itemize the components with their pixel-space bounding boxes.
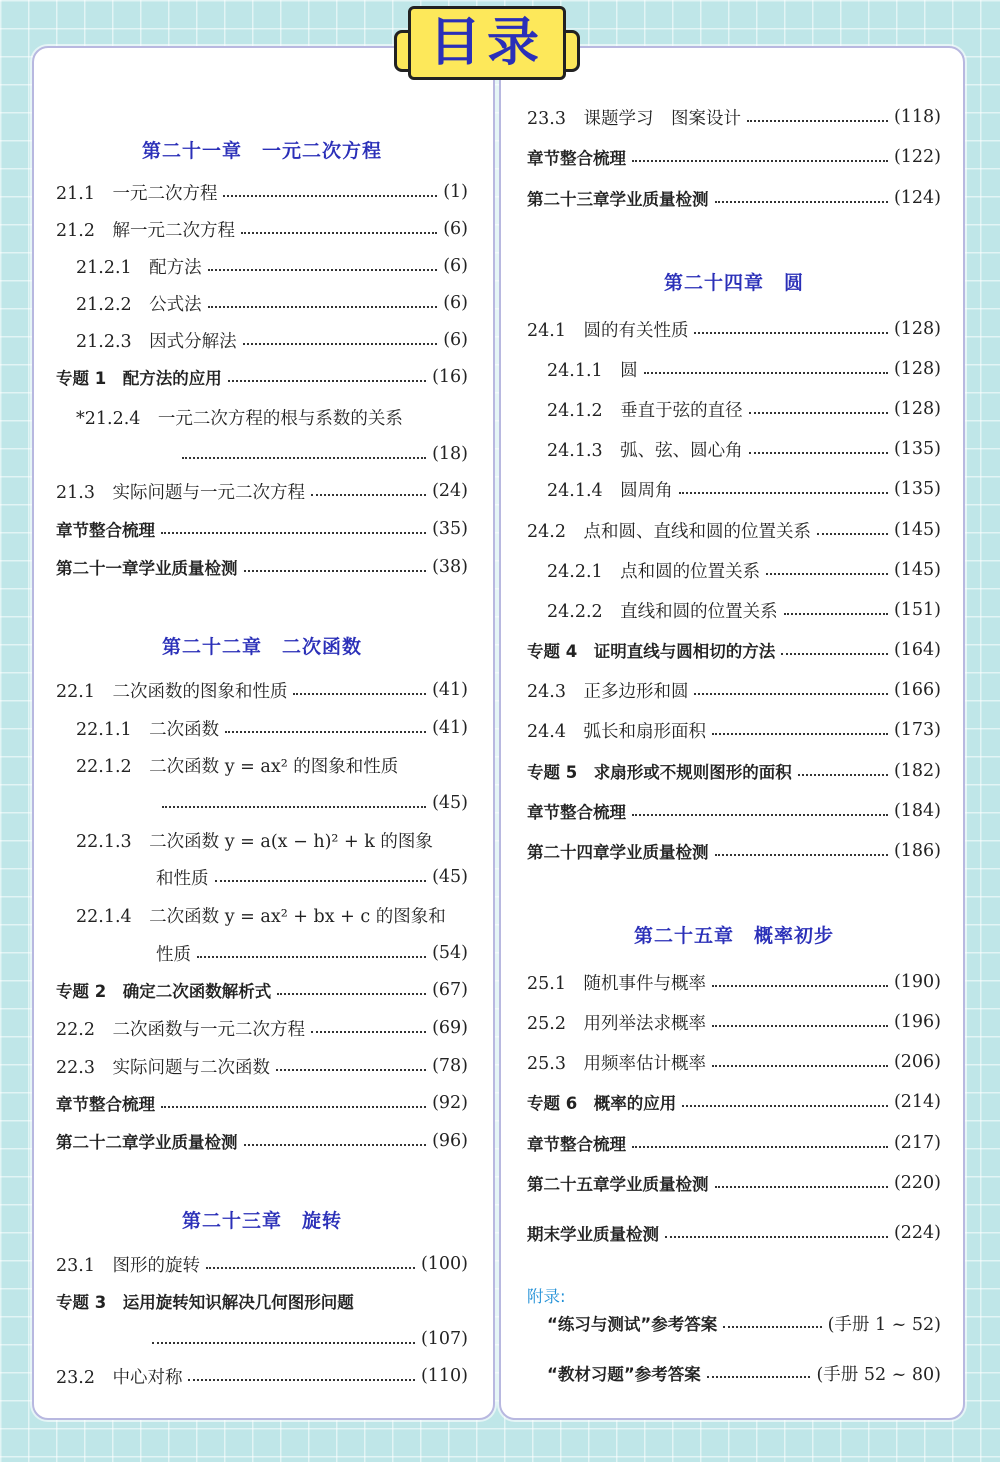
toc-entry[interactable] — [56, 326, 468, 354]
toc-entry[interactable] — [527, 676, 941, 704]
toc-entry-label: 24.3 正多边形和圆 — [527, 681, 689, 702]
toc-entry-page: (45) — [432, 793, 468, 813]
toc-entry-label: 22.1.2 二次函数 y = ax² 的图象和性质 — [76, 756, 399, 777]
dot-leader — [712, 1025, 888, 1027]
toc-entry-page: (145) — [893, 560, 941, 580]
toc-entry[interactable] — [56, 215, 468, 243]
toc-entry[interactable] — [527, 716, 941, 744]
toc-entry-label: 22.1.4 二次函数 y = ax² + bx + c 的图象和 — [76, 906, 446, 927]
toc-entry-page: (54) — [432, 943, 468, 963]
toc-entry-page: (6) — [443, 256, 468, 276]
toc-entry-label: 23.3 课题学习 图案设计 — [527, 108, 741, 129]
dot-leader — [152, 1342, 415, 1344]
toc-entry[interactable] — [56, 939, 468, 967]
dot-leader — [188, 1379, 414, 1381]
dot-leader — [707, 1376, 811, 1378]
toc-entry-label: 章节整合梳理 — [527, 803, 626, 822]
dot-leader — [311, 1031, 426, 1033]
toc-entry[interactable] — [527, 1169, 941, 1197]
dot-leader — [243, 343, 438, 345]
toc-entry-label: 23.2 中心对称 — [56, 1367, 183, 1388]
toc-entry-page: (182) — [893, 761, 941, 781]
toc-entry-label: 22.2 二次函数与一元二次方程 — [56, 1019, 305, 1040]
toc-entry[interactable] — [527, 636, 941, 664]
toc-entry-page: (145) — [893, 520, 941, 540]
dot-leader — [665, 1236, 888, 1238]
toc-entry-page: (214) — [893, 1092, 941, 1112]
toc-entry-page: (24) — [432, 481, 468, 501]
toc-entry[interactable] — [527, 355, 941, 383]
toc-entry[interactable] — [527, 435, 941, 463]
dot-leader — [749, 452, 888, 454]
toc-entry[interactable] — [527, 797, 941, 825]
toc-entry-page: (41) — [432, 718, 468, 738]
toc-entry[interactable] — [56, 178, 468, 206]
dot-leader — [712, 1065, 888, 1067]
toc-entry-label: 和性质 — [156, 868, 209, 889]
toc-entry-label: 25.3 用频率估计概率 — [527, 1053, 706, 1074]
dot-leader — [161, 1106, 426, 1108]
dot-leader — [241, 232, 437, 234]
toc-entry-page: (122) — [893, 147, 941, 167]
toc-entry-label: 章节整合梳理 — [527, 1135, 626, 1154]
toc-entry-page: (128) — [893, 399, 941, 419]
toc-entry[interactable] — [56, 1014, 468, 1042]
toc-entry-label: 专题 4 证明直线与圆相切的方法 — [527, 642, 776, 661]
toc-entry[interactable] — [56, 252, 468, 280]
toc-entry-label: 第二十四章学业质量检测 — [527, 843, 709, 862]
dot-leader — [277, 993, 426, 995]
toc-entry-page: (164) — [893, 640, 941, 660]
toc-entry-page: (217) — [893, 1133, 941, 1153]
toc-entry-page: (96) — [432, 1131, 468, 1151]
toc-entry[interactable] — [527, 395, 941, 423]
dot-leader — [723, 1326, 821, 1328]
toc-entry-label: 专题 6 概率的应用 — [527, 1094, 677, 1113]
toc-entry-page: (41) — [432, 680, 468, 700]
toc-entry-label: 24.2.2 直线和圆的位置关系 — [547, 601, 778, 622]
toc-entry[interactable] — [56, 1127, 468, 1155]
dot-leader — [182, 457, 426, 459]
dot-leader — [694, 693, 887, 695]
toc-entry[interactable] — [56, 1052, 468, 1080]
toc-entry-page: (196) — [893, 1012, 941, 1032]
toc-entry-page: (220) — [893, 1173, 941, 1193]
chapter-heading: 第二十三章 旋转 — [181, 1210, 342, 1232]
dot-leader — [632, 1146, 888, 1148]
dot-leader — [694, 332, 887, 334]
toc-entry[interactable] — [527, 1008, 941, 1036]
toc-entry-page: (16) — [432, 367, 468, 387]
toc-entry-label: 24.1.4 圆周角 — [547, 480, 673, 501]
chapter-heading: 第二十五章 概率初步 — [633, 925, 834, 947]
toc-entry[interactable] — [527, 1048, 941, 1076]
dot-leader — [208, 269, 438, 271]
toc-entry-page: (6) — [443, 219, 468, 239]
toc-entry-page: (166) — [893, 680, 941, 700]
toc-entry-page: (6) — [443, 330, 468, 350]
toc-entry-label: 第二十一章学业质量检测 — [56, 559, 238, 578]
toc-entry[interactable] — [56, 863, 468, 891]
toc-entry-page: (124) — [893, 188, 941, 208]
toc-entry-page: (69) — [432, 1018, 468, 1038]
toc-entry-label: 22.1 二次函数的图象和性质 — [56, 681, 288, 702]
toc-entry[interactable] — [527, 1309, 941, 1337]
toc-entry-page: (110) — [420, 1366, 468, 1386]
toc-entry-label: 21.1 一元二次方程 — [56, 183, 218, 204]
toc-entry-page: (100) — [420, 1254, 468, 1274]
toc-entry-label: 24.1 圆的有关性质 — [527, 320, 689, 341]
toc-entry-label: 专题 1 配方法的应用 — [56, 369, 222, 388]
chapter-heading: 第二十一章 一元二次方程 — [141, 140, 382, 162]
toc-entry-label: 专题 3 运用旋转知识解决几何图形问题 — [56, 1293, 354, 1312]
toc-entry-page: (184) — [893, 801, 941, 821]
dot-leader — [208, 306, 438, 308]
toc-entry[interactable] — [56, 515, 468, 543]
dot-leader — [715, 1186, 888, 1188]
dot-leader — [632, 160, 888, 162]
toc-entry[interactable] — [56, 751, 468, 779]
toc-entry-label: 21.2 解一元二次方程 — [56, 220, 235, 241]
dot-leader — [715, 201, 888, 203]
toc-entry-page: (135) — [893, 479, 941, 499]
toc-entry-page: (1) — [443, 182, 468, 202]
toc-entry-page: (18) — [432, 444, 468, 464]
toc-entry[interactable] — [56, 901, 468, 929]
toc-entry-label: 第二十二章学业质量检测 — [56, 1133, 238, 1152]
dot-leader — [161, 532, 426, 534]
toc-entry[interactable] — [527, 475, 941, 503]
toc-entry-page: (67) — [432, 980, 468, 1000]
toc-entry-label: 25.2 用列举法求概率 — [527, 1013, 706, 1034]
toc-entry[interactable] — [527, 837, 941, 865]
toc-entry[interactable] — [56, 789, 468, 817]
toc-entry[interactable] — [56, 1089, 468, 1117]
dot-leader — [225, 731, 426, 733]
toc-entry[interactable] — [56, 440, 468, 468]
toc-entry-page: (135) — [893, 439, 941, 459]
toc-entry-label: 21.2.3 因式分解法 — [76, 331, 237, 352]
toc-entry-label: 22.1.3 二次函数 y = a(x − h)² + k 的图象 — [76, 831, 433, 852]
toc-entry-label: 章节整合梳理 — [56, 521, 155, 540]
dot-leader — [817, 533, 888, 535]
toc-entry-page: (45) — [432, 867, 468, 887]
toc-entry-label: 24.1.3 弧、弦、圆心角 — [547, 440, 743, 461]
toc-entry[interactable] — [527, 556, 941, 584]
toc-entry-label: 21.2.2 公式法 — [76, 294, 202, 315]
toc-entry[interactable] — [56, 1287, 468, 1315]
dot-leader — [228, 380, 426, 382]
dot-leader — [311, 494, 426, 496]
toc-entry[interactable] — [56, 714, 468, 742]
dot-leader — [712, 733, 888, 735]
dot-leader — [679, 492, 888, 494]
dot-leader — [162, 806, 426, 808]
toc-entry-page: (128) — [893, 319, 941, 339]
toc-entry-label: 24.4 弧长和扇形面积 — [527, 721, 706, 742]
toc-entry-page: (手册 52 ~ 80) — [816, 1364, 941, 1385]
toc-entry[interactable] — [527, 757, 941, 785]
toc-entry[interactable] — [527, 1088, 941, 1116]
toc-entry[interactable] — [527, 143, 941, 171]
toc-entry[interactable] — [527, 1219, 941, 1247]
dot-leader — [197, 956, 426, 958]
chapter-heading: 第二十二章 二次函数 — [161, 636, 362, 658]
toc-entry-page: (206) — [893, 1052, 941, 1072]
toc-entry[interactable] — [56, 553, 468, 581]
dot-leader — [749, 412, 888, 414]
dot-leader — [644, 372, 888, 374]
dot-leader — [766, 573, 888, 575]
toc-entry[interactable] — [527, 968, 941, 996]
toc-entry-label: 24.1.2 垂直于弦的直径 — [547, 400, 743, 421]
toc-entry[interactable] — [527, 103, 941, 131]
dot-leader — [798, 774, 888, 776]
toc-entry-page: (手册 1 ~ 52) — [827, 1314, 941, 1335]
toc-entry-label: 21.2.1 配方法 — [76, 257, 202, 278]
toc-entry-label: 24.1.1 圆 — [547, 360, 638, 381]
dot-leader — [206, 1267, 415, 1269]
toc-entry[interactable] — [56, 403, 468, 431]
page-title: 目录 — [428, 13, 545, 73]
dot-leader — [682, 1105, 888, 1107]
dot-leader — [715, 854, 888, 856]
toc-entry-page: (78) — [432, 1056, 468, 1076]
toc-entry-label: 22.3 实际问题与二次函数 — [56, 1057, 270, 1078]
toc-entry[interactable] — [527, 315, 941, 343]
dot-leader — [747, 120, 888, 122]
toc-entry-label: 章节整合梳理 — [527, 149, 626, 168]
toc-entry[interactable] — [527, 596, 941, 624]
toc-entry[interactable] — [527, 1359, 941, 1387]
appendix-heading: 附录: — [527, 1287, 566, 1306]
toc-entry-label: *21.2.4 一元二次方程的根与系数的关系 — [76, 408, 403, 429]
toc-entry-label: 24.2 点和圆、直线和圆的位置关系 — [527, 521, 811, 542]
toc-entry-page: (224) — [893, 1223, 941, 1243]
dot-leader — [781, 653, 888, 655]
toc-entry[interactable] — [56, 976, 468, 1004]
toc-entry-label: 专题 5 求扇形或不规则图形的面积 — [527, 763, 792, 782]
toc-entry-page: (128) — [893, 359, 941, 379]
toc-entry-page: (107) — [420, 1329, 468, 1349]
dot-leader — [784, 613, 888, 615]
toc-entry[interactable] — [527, 1129, 941, 1157]
toc-entry-label: 期末学业质量检测 — [527, 1225, 659, 1244]
toc-entry-page: (151) — [893, 600, 941, 620]
toc-entry-label: 21.3 实际问题与一元二次方程 — [56, 482, 305, 503]
toc-entry-page: (118) — [893, 107, 941, 127]
toc-entry[interactable] — [56, 1325, 468, 1353]
toc-entry-label: 25.1 随机事件与概率 — [527, 973, 706, 994]
toc-entry[interactable] — [56, 477, 468, 505]
dot-leader — [223, 195, 437, 197]
toc-entry-label: 专题 2 确定二次函数解析式 — [56, 982, 272, 1001]
dot-leader — [276, 1069, 426, 1071]
toc-entry[interactable] — [56, 289, 468, 317]
dot-leader — [712, 985, 888, 987]
toc-entry-page: (92) — [432, 1093, 468, 1113]
toc-entry-page: (190) — [893, 972, 941, 992]
dot-leader — [293, 693, 426, 695]
toc-entry-label: 24.2.1 点和圆的位置关系 — [547, 561, 761, 582]
toc-entry[interactable] — [56, 363, 468, 391]
toc-entry-page: (6) — [443, 293, 468, 313]
toc-entry[interactable] — [527, 184, 941, 212]
toc-entry[interactable] — [56, 826, 468, 854]
toc-entry-label: 性质 — [156, 944, 191, 965]
toc-entry-label: 22.1.1 二次函数 — [76, 719, 220, 740]
toc-entry-page: (186) — [893, 841, 941, 861]
toc-entry-label: “练习与测试”参考答案 — [547, 1315, 718, 1334]
dot-leader — [632, 814, 888, 816]
toc-entry[interactable] — [56, 1250, 468, 1278]
dot-leader — [244, 1144, 427, 1146]
dot-leader — [244, 570, 427, 572]
toc-entry-page: (38) — [432, 557, 468, 577]
toc-entry[interactable] — [56, 676, 468, 704]
toc-entry-page: (35) — [432, 519, 468, 539]
toc-entry-page: (173) — [893, 720, 941, 740]
toc-entry-label: “教材习题”参考答案 — [547, 1365, 701, 1384]
toc-entry-label: 章节整合梳理 — [56, 1095, 155, 1114]
toc-entry-label: 第二十三章学业质量检测 — [527, 190, 709, 209]
toc-entry[interactable] — [56, 1362, 468, 1390]
chapter-heading: 第二十四章 圆 — [663, 272, 804, 294]
title-banner — [392, 0, 582, 86]
toc-entry-label: 第二十五章学业质量检测 — [527, 1175, 709, 1194]
dot-leader — [215, 880, 427, 882]
toc-entry-label: 23.1 图形的旋转 — [56, 1255, 200, 1276]
toc-entry[interactable] — [527, 516, 941, 544]
